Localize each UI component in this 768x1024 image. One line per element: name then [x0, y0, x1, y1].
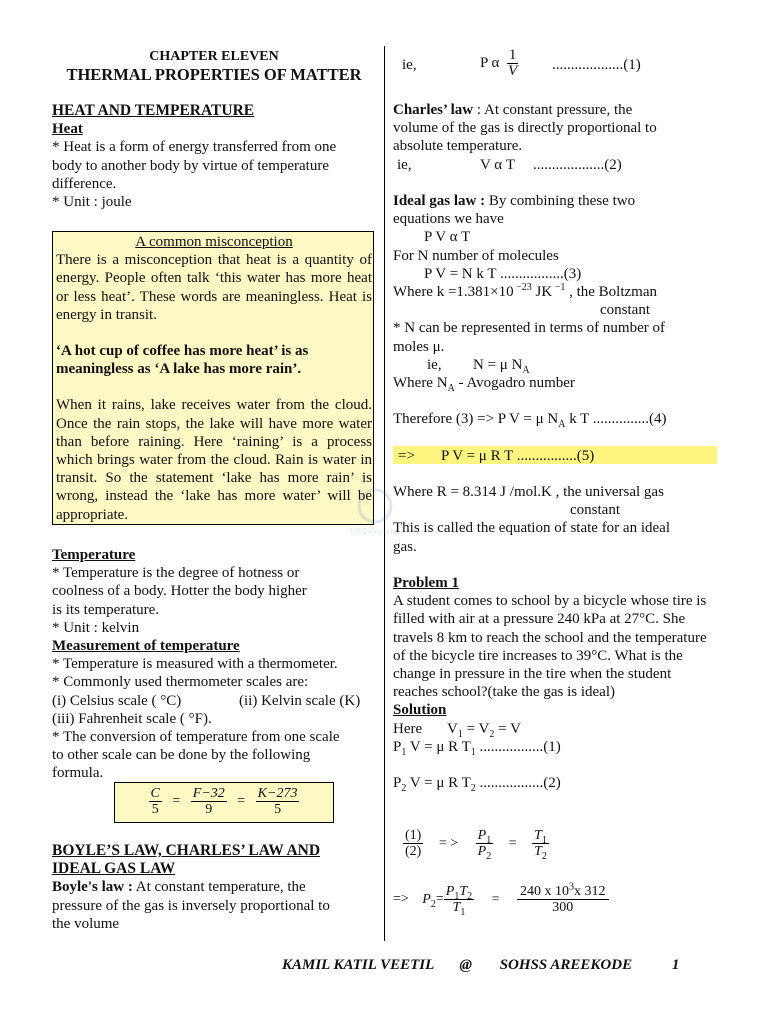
temperature-line: coolness of a body. Hotter the body higher	[52, 583, 307, 600]
charles-section: Charles’ law : At constant pressure, the volume of the gas is directly proportional to absolute temperature. ie, V α T ...................(2) Ideal gas law : By combining these two equations we have P V α T For N number of molecules P V = N k T .................(3) Where k =1.381×10 $^{-23}$ JK $^{-1}$ , the Boltzman constant * N can be represented in terms of number of moles μ. ie, N = μ $N_A$ Where $N_A$ - Avogadro number Therefore (3) => P V = μ $N_A$ k T ...............(4)	[393, 101, 719, 429]
state-line: gas.	[393, 538, 417, 555]
gas-constant-section	[393, 483, 719, 795]
watermark-text: HSS Reporter	[350, 527, 400, 536]
state-line: This is called the equation of state for an ideal	[393, 520, 670, 537]
final-equation: => $P_2=$ $\frac{P_1T_2}{T_1}$ = $\frac{240 x 10^3x 312}{300}$	[393, 884, 609, 915]
avogadro-line: Where $N_A$ - Avogadro number	[393, 375, 575, 394]
measurement-line: to other scale can be done by the following	[52, 747, 311, 764]
heat-heading: Heat	[52, 121, 83, 138]
charles-ref: ...................(2)	[533, 156, 622, 173]
equation-5-arrow: =>	[398, 448, 415, 464]
heat-line: difference.	[52, 175, 117, 192]
equation-5: P V = μ R T ................(5)	[441, 448, 595, 464]
fraction-p1-p2: $\frac{P_1}{P_2}$	[477, 828, 492, 862]
page-footer	[282, 957, 679, 974]
section-heading-heat-temperature: HEAT AND TEMPERATURE	[52, 102, 255, 119]
solution-eq-2: $P_2$ V = μ R $T_2$ .................(2)	[393, 775, 561, 795]
misconception-para-3: When it rains, lake receives water from the cloud. Once the rain stops, the lake will have more water than before raining. Here ‘raining’ is a process which brings water from the cloud. Rain is water in transit. So the statement ‘lake has more rain’ is wrong, instead the ‘lake has more water’ will be appropriate.	[56, 397, 372, 523]
fraction-calculation: $\frac{240 x 10^3x 312}{300}$	[517, 884, 609, 915]
ideal-label: Ideal gas law :	[393, 192, 486, 209]
boyle-relation: P α $\frac{1}{V}$	[480, 47, 518, 79]
equation-3: P V = N k T .................(3)	[424, 265, 582, 282]
solution-heading: Solution	[393, 702, 447, 719]
measurement-heading: Measurement of temperature	[52, 638, 240, 655]
ideal-line: equations we have	[393, 211, 504, 228]
solution-eq-1: $P_1$ V = μ R $T_1$ .................(1)	[393, 738, 561, 758]
misconception-title: A common misconception	[135, 234, 293, 250]
temperature-section	[52, 546, 376, 783]
fraction-eq-ratio: $\frac{(1)}{(2)}$	[405, 828, 422, 859]
heat-line: * Unit : joule	[52, 194, 132, 211]
misconception-para-2: ‘A hot cup of coffee has more heat’ is as meaningless as ‘A lake has more rain’.	[56, 343, 309, 378]
measurement-line: * The conversion of temperature from one scale	[52, 729, 340, 746]
boyle-line: the volume	[52, 915, 120, 932]
gas-constant-line: Where R = 8.314 J /mol.K , the universal gas	[393, 484, 664, 500]
fraction-kelvin: $\frac{K-273}{5}$	[257, 786, 298, 817]
page-title: THERMAL PROPERTIES OF MATTER	[66, 65, 362, 84]
footer-school: SOHSS AREEKODE	[499, 957, 633, 973]
measurement-line: * Commonly used thermometer scales are:	[52, 674, 309, 691]
footer-at: @	[459, 957, 472, 973]
fahrenheit-scale: (iii) Fahrenheit scale ( °F).	[52, 710, 212, 727]
measurement-line: formula.	[52, 765, 104, 782]
equation-4: Therefore (3) => P V = μ $N_A$ k T ...............(4)	[393, 411, 667, 431]
temperature-line: * Temperature is the degree of hotness or	[52, 565, 300, 582]
heat-line: * Heat is a form of energy transferred from one	[52, 139, 337, 156]
laws-section: BOYLE’S LAW, CHARLES’ LAW AND IDEAL GAS LAW Boyle's law : At constant temperature, the pressure of the gas is inversely proportional to the volume	[52, 842, 376, 933]
charles-relation: V α T	[480, 156, 516, 173]
page-number: 1	[671, 957, 680, 973]
fraction-one-over-v: $\frac{1}{V}$	[508, 47, 518, 79]
charles-line: volume of the gas is directly proportional to	[393, 120, 657, 137]
moles-equation: N = μ $N_A$	[473, 356, 530, 376]
fraction-p1t2-t1: $\frac{P_1T_2}{T_1}$	[445, 884, 473, 918]
boyle-ref: ...................(1)	[552, 57, 641, 73]
moles-ie: ie,	[427, 356, 442, 373]
misconception-box	[52, 231, 374, 525]
boltzmann-line: Where k =1.381×10 $^{-23}$ JK $^{-1}$ , the Boltzman	[393, 282, 657, 300]
misconception-para-1: There is a misconception that heat is a quantity of energy. People often talk ‘this water has more heat or less heat’. These words are meaningless. Heat is energy in transit.	[56, 252, 372, 323]
temperature-line: is its temperature.	[52, 601, 160, 618]
problem-text: A student comes to school by a bicycle whose tire is filled with air at a pressure 240 kPa at 27°C. She travels 8 km to reach the school and the temperature of the bicycle tire increases to 39°C. What is the change in pressure in the tire when the student reaches school?(take the gas is ideal)	[393, 593, 707, 701]
kelvin-scale: (ii) Kelvin scale (K)	[239, 692, 361, 709]
fraction-t1-t2: $\frac{T_1}{T_2}$	[534, 828, 547, 862]
charles-ie: ie,	[397, 156, 412, 173]
temperature-conversion-formula: $\frac{C}{5}$ = $\frac{F-32}{9}$ = $\frac{K-273}{5}$	[114, 782, 334, 823]
celsius-scale: (i) Celsius scale ( °C)	[52, 692, 182, 709]
heat-line: body to another body by virtue of temperature	[52, 157, 330, 174]
heat-section	[52, 102, 376, 211]
temperature-heading: Temperature	[52, 547, 136, 563]
fraction-celsius: $\frac{C}{5}$	[150, 786, 160, 817]
measurement-line: * Temperature is measured with a thermometer.	[52, 656, 338, 673]
solution-here: Here $V_1 = V_2 = V$	[393, 720, 521, 740]
moles-line: moles μ.	[393, 338, 445, 355]
laws-heading: BOYLE’S LAW, CHARLES’ LAW AND	[52, 842, 321, 859]
boyle-line: pressure of the gas is inversely proportional to	[52, 897, 330, 914]
problem-heading: Problem 1	[393, 575, 459, 591]
footer-author: KAMIL KATIL VEETIL	[282, 957, 434, 973]
charles-label: Charles’ law	[393, 102, 474, 118]
temperature-line: * Unit : kelvin	[52, 619, 140, 636]
watermark-logo	[345, 486, 405, 538]
constant-label: constant	[570, 502, 620, 519]
fraction-fahrenheit: $\frac{F-32}{9}$	[192, 786, 225, 817]
boyle-ie: ie,	[402, 57, 417, 73]
ratio-equation: $\frac{(1)}{(2)}$ = > $\frac{P_1}{P_2}$ = $\frac{T_1}{T_2}$	[405, 828, 547, 862]
moles-line: * N can be represented in terms of number of	[393, 320, 665, 337]
laws-heading-2: IDEAL GAS LAW	[52, 860, 176, 878]
constant-label: constant	[600, 302, 650, 319]
boyle-label: Boyle's law :	[52, 879, 133, 896]
ideal-line: For N number of molecules	[393, 247, 559, 264]
chapter-label: CHAPTER ELEVEN	[149, 49, 279, 64]
charles-line: absolute temperature.	[393, 138, 523, 155]
ideal-proportion: P V α T	[424, 229, 471, 246]
